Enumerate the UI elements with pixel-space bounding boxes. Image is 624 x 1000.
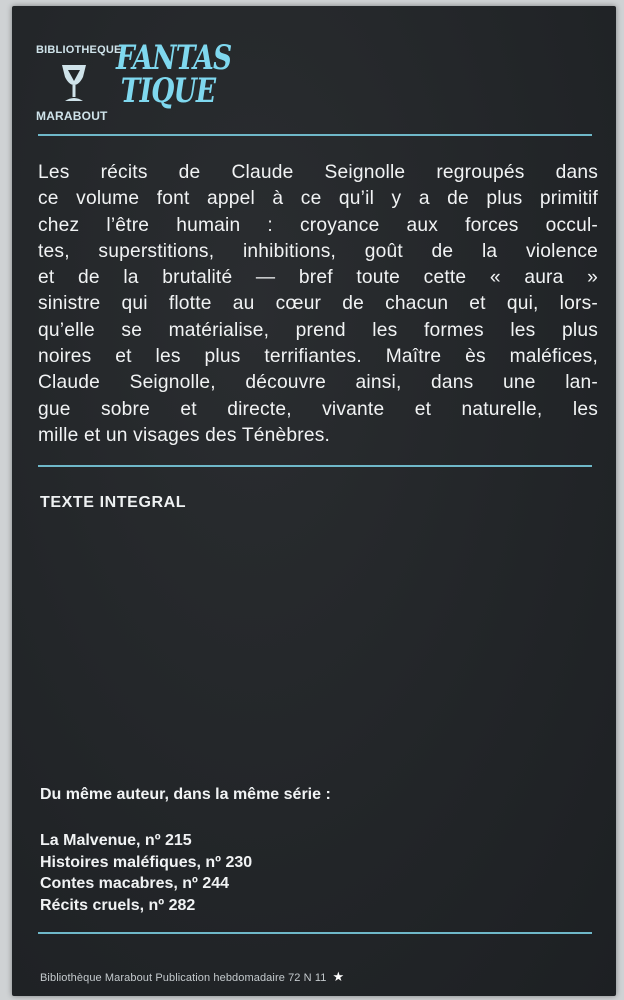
list-item: Récits cruels, nº 282 <box>40 896 196 914</box>
blurb-line: noires et les plus terrifiantes. Maître ès maléfices, <box>38 346 598 368</box>
blurb-line: qu’elle se matérialise, prend les formes les plus <box>38 319 598 341</box>
divider-bottom <box>38 932 592 934</box>
list-item: Histoires maléfiques, nº 230 <box>40 853 253 871</box>
works-list <box>40 830 252 916</box>
blurb-line: ce volume font appel à ce qu’il y a de plus primitif <box>38 188 598 210</box>
list-item: La Malvenue, nº 215 <box>40 832 192 849</box>
goblet-icon <box>59 61 89 105</box>
book-back-cover <box>12 6 616 996</box>
blurb-line: Les récits de Claude Seignolle regroupés dans <box>38 162 598 183</box>
blurb-line: tes, superstitions, inhibitions, goût de la violence <box>38 240 598 262</box>
footer <box>40 969 344 985</box>
series-logo-line2: TIQUE <box>120 71 216 111</box>
edition-note: TEXTE INTEGRAL <box>40 494 187 511</box>
blurb-line: et de la brutalité — bref toute cette « aura » <box>38 267 598 289</box>
divider-middle <box>38 465 592 467</box>
series-logo <box>116 38 232 111</box>
same-author-heading: Du même auteur, dans la même série : <box>40 786 331 803</box>
footer-text: Bibliothèque Marabout Publication hebdomadaire 72 N 11 <box>40 972 327 984</box>
blurb-line: gue sobre et directe, vivante et naturelle, les <box>38 398 598 420</box>
publisher-label-top: BIBLIOTHEQUE <box>36 44 122 56</box>
star-icon: ★ <box>332 969 345 984</box>
list-item: Contes macabres, nº 244 <box>40 875 230 892</box>
blurb-line: mille et un visages des Ténèbres. <box>38 424 331 446</box>
blurb-text <box>38 160 598 449</box>
blurb-line: Claude Seignolle, découvre ainsi, dans une lan- <box>38 372 598 394</box>
divider-top <box>38 134 592 136</box>
series-logo-line1: FANTAS <box>116 38 232 78</box>
blurb-line: sinistre qui flotte au cœur de chacun et qui, lors- <box>38 293 598 315</box>
publisher-label-bottom: MARABOUT <box>36 109 108 123</box>
blurb-line: chez l’être humain : croyance aux forces occul- <box>38 214 598 236</box>
